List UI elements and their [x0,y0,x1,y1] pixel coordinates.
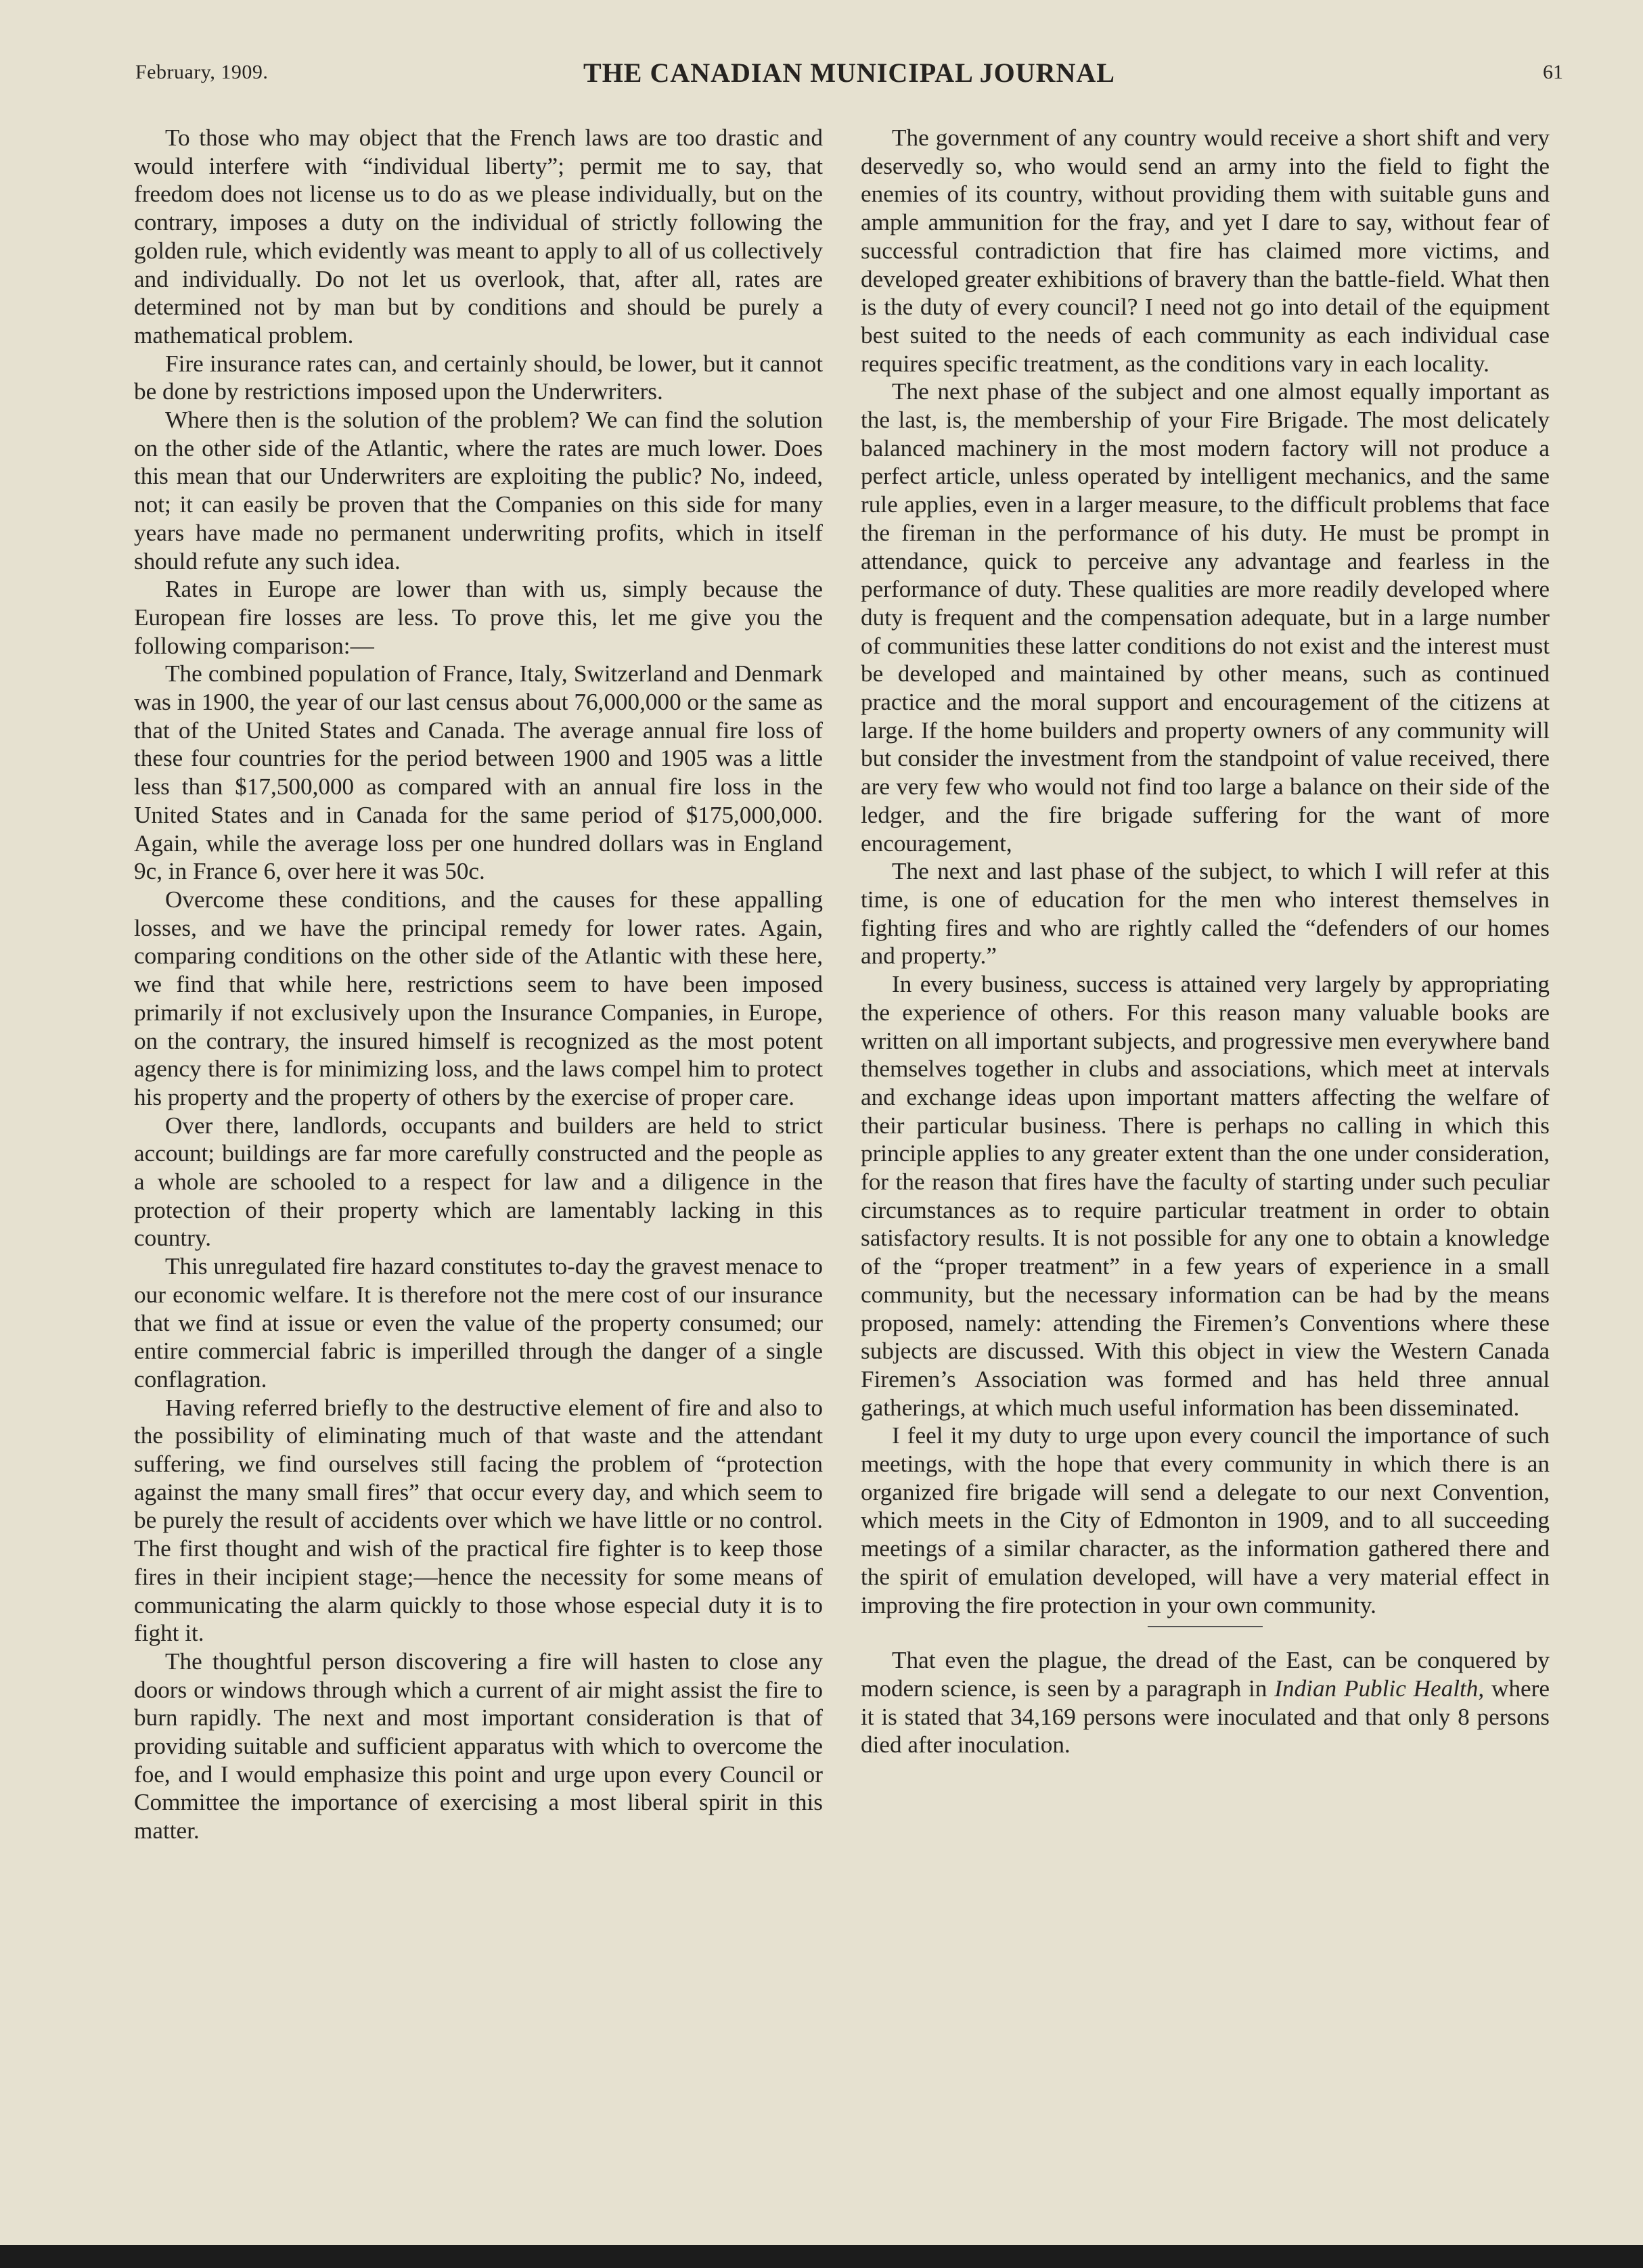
publication-title: Indian Public Health, [1274,1675,1485,1702]
paragraph: The next phase of the subject and one almost equally important as the last, is, the membership of your Fire Brigade. The most delicately balanced machinery in the most modern factory will not produce a perfect article, unless operated by intelligent mechanics, and the same rule applies, even in a larger measure, to the difficult problems that face the fireman in the performance of his duty. He must be prompt in attendance, quick to perceive any advantage and fearless in the performance of duty. These qualities are more readily developed where duty is frequent and the compensation adequate, but in a large number of communities these latter conditions do not exist and the interest must be developed and maintained by other means, such as continued practice and the moral support and encouragement of the citizens at large. If the home builders and property owners of any community will but consider the investment from the standpoint of value received, there are very few who would not find too large a balance on their side of the ledger, and the fire brigade suffering for the want of more encouragement, [861,378,1550,857]
page-header [135,57,1563,97]
left-column [134,124,823,1845]
paragraph: Having referred briefly to the destructive element of fire and also to the possibility of eliminating much of that waste and the attendant suffering, we find ourselves still facing the problem of “protection against the many small fires” that occur every day, and which seem to be purely the result of accidents over which we have little or no control. The first thought and wish of the practical fire fighter is to keep those fires in their incipient stage;—hence the necessity for some means of communicating the alarm quickly to those whose especial duty it is to fight it. [134,1394,823,1647]
right-column [861,124,1550,1759]
paragraph: Overcome these conditions, and the causes for these appalling losses, and we have the principal remedy for lower rates. Again, comparing conditions on the other side of the Atlantic with these here, we find that while here, restrictions seem to have been imposed primarily if not exclusively upon the Insurance Companies, in Europe, on the contrary, the insured himself is recognized as the most potent agency there is for minimizing loss, and the laws compel him to protect his property and the property of others by the exercise of proper care. [134,886,823,1110]
journal-title: THE CANADIAN MUNICIPAL JOURNAL [583,58,1115,88]
paragraph: In every business, success is attained very largely by appropriating the experience of others. For this reason many valuable books are written on all important subjects, and progressive men everywhere band themselves together in clubs and associations, which meet at intervals and exchange ideas upon important matters affecting the welfare of their particular business. There is perhaps no calling in which this principle applies to any greater extent than the one under consideration, for the reason that fires have the faculty of starting under such peculiar circumstances as to require particular treatment in order to obtain satisfactory results. It is not possible for any one to obtain a knowledge of the “proper treatment” in a few years of experience in a small community, but the necessary information can be had by the means proposed, namely: attending the Firemen’s Conventions where these subjects are discussed. With this object in view the Western Canada Firemen’s Association was formed and has held three annual gatherings, at which much useful information has been disseminated. [861,971,1550,1421]
paragraph: The thoughtful person discovering a fire will hasten to close any doors or windows through which a current of air might assist the fire to burn rapidly. The next and most important consideration is that of providing suitable and sufficient apparatus with which to overcome the foe, and I would emphasize this point and urge upon every Council or Committee the importance of exercising a most liberal spirit in this matter. [134,1648,823,1844]
issue-date: February, 1909. [135,61,269,83]
scan-edge [0,2245,1643,2268]
paragraph: The government of any country would receive a short shift and very deservedly so, who would send an army into the field to fight the enemies of its country, without providing them with suitable guns and ample ammunition for the fray, and yet I dare to say, without fear of successful contradiction that fire has claimed more victims, and developed greater exhibitions of bravery than the battle-field. What then is the duty of every council? I need not go into detail of the equipment best suited to the needs of each community as each individual case requires specific treatment, as the conditions vary in each locality. [861,124,1550,377]
closing-paragraph [861,1646,1550,1759]
section-divider [1148,1626,1263,1627]
closing-text-before: That even the plague, the dread of the East, can be conquered by modern science, is seen by a paragraph in [861,1647,1550,1702]
paragraph: Fire insurance rates can, and certainly should, be lower, but it cannot be done by restrictions imposed upon the Underwriters. [134,350,823,405]
paragraph: Over there, landlords, occupants and builders are held to strict account; buildings are far more carefully constructed and the people as a whole are schooled to a respect for law and a diligence in the protection of their property which are lamentably lacking in this country. [134,1112,823,1252]
paragraph: Rates in Europe are lower than with us, simply because the European fire losses are less. To prove this, let me give you the following comparison:— [134,576,823,659]
paragraph: The next and last phase of the subject, to which I will refer at this time, is one of education for the men who interest themselves in fighting fires and who are rightly called the “defenders of our homes and property.” [861,858,1550,970]
paragraph: To those who may object that the French laws are too drastic and would interfere with “individual liberty”; permit me to say, that freedom does not license us to do as we please individually, but on the contrary, imposes a duty on the individual of strictly following the golden rule, which evidently was meant to apply to all of us collectively and individually. Do not let us overlook, that, after all, rates are determined not by man but by conditions and should be purely a mathematical problem. [134,124,823,348]
paragraph: Where then is the solution of the problem? We can find the solution on the other side of the Atlantic, where the rates are much lower. Does this mean that our Underwriters are exploiting the public? No, indeed, not; it can easily be proven that the Companies on this side for many years have made no permanent underwriting profits, which in itself should refute any such idea. [134,407,823,574]
paragraph: This unregulated fire hazard constitutes to-day the gravest menace to our economic welfare. It is therefore not the mere cost of our insurance that we find at issue or even the value of the property consumed; our entire commercial fabric is imperilled through the danger of a single conflagration. [134,1253,823,1392]
paragraph: I feel it my duty to urge upon every council the importance of such meetings, with the hope that every community in which there is an organized fire brigade will send a delegate to our next Convention, which meets in the City of Edmonton in 1909, and to all succeeding meetings of a similar character, as the information gathered there and the spirit of emulation developed, will have a very material effect in improving the fire protection in your own community. [861,1422,1550,1618]
closing-text-after: where it is stated that 34,169 persons were inoculated and that only 8 persons died after inoculation. [861,1675,1550,1759]
paragraph: The combined population of France, Italy, Switzerland and Denmark was in 1900, the year of our last census about 76,000,000 or the same as that of the United States and Canada. The average annual fire loss of these four countries for the period between 1900 and 1905 was a little less than $17,500,000 as compared with an annual fire loss in the United States and in Canada for the same period of $175,000,000. Again, while the average loss per one hundred dollars was in England 9c, in France 6, over here it was 50c. [134,660,823,885]
page-number: 61 [1543,61,1563,83]
